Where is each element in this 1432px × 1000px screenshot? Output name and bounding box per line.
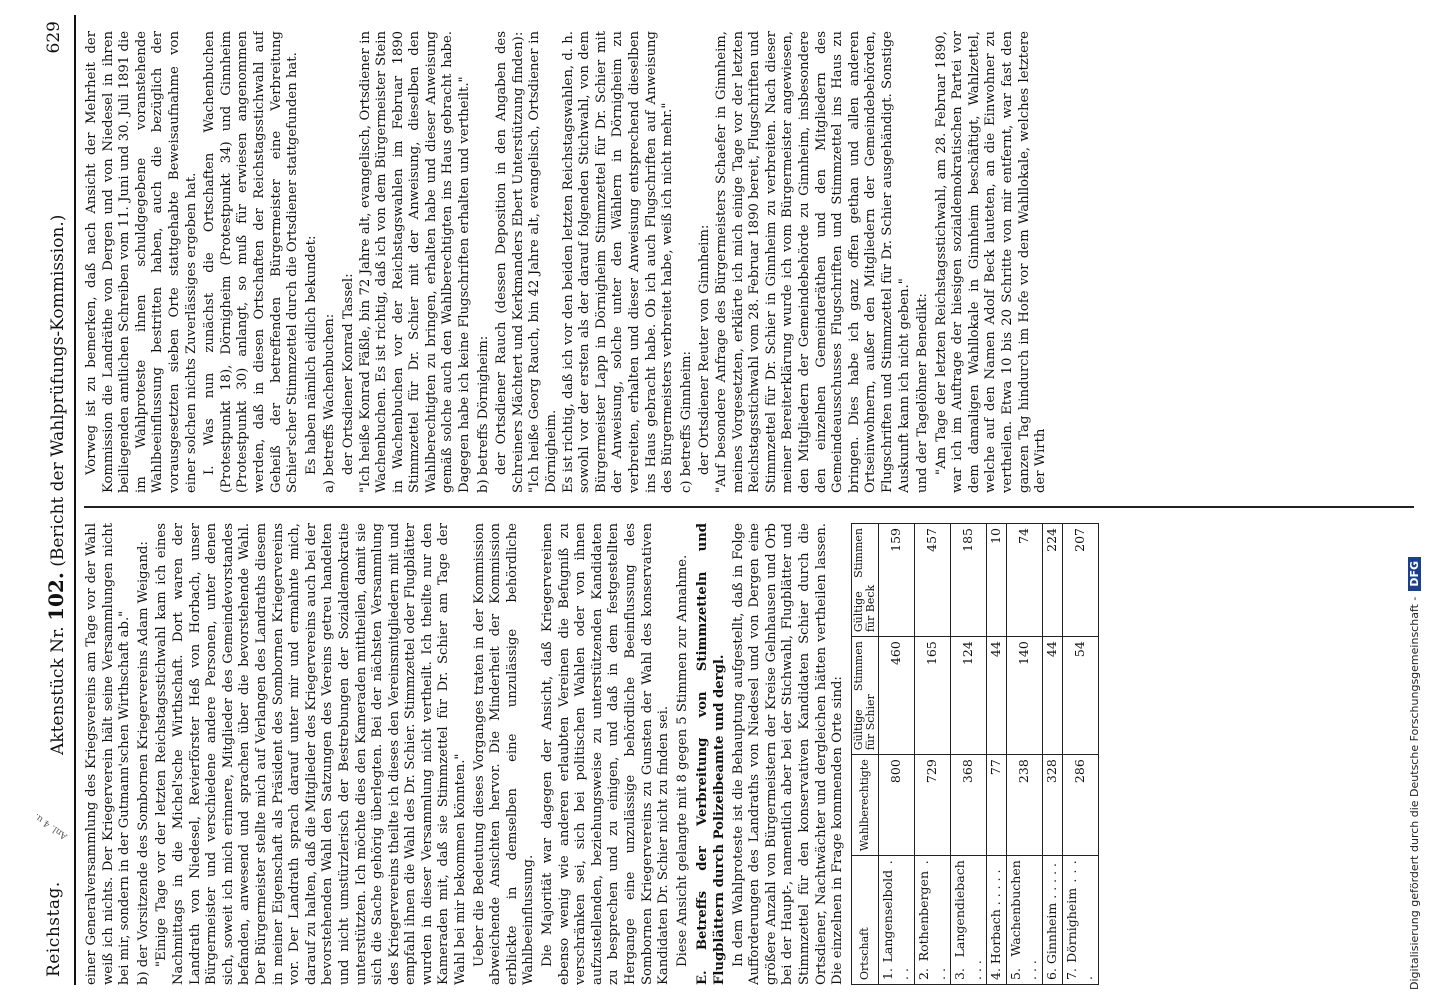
header-center-suffix: (Bericht der Wahlprüfungs-Kommission.) (48, 214, 68, 567)
table-cell: 224 (1043, 524, 1063, 637)
table-cell: 238 (1006, 755, 1042, 856)
left-column (84, 523, 1414, 985)
table-cell: 6. Ginnheim . . . . . (1043, 856, 1063, 985)
header-rule (74, 15, 76, 985)
table-cell: 54 (1062, 637, 1098, 755)
header-center-number: 102. (44, 572, 68, 621)
table-cell: 1. Langenselbold . . . (878, 856, 914, 985)
side-attribution-text: Digitalisierung gefördert durch die Deutsche Forschungsgemeinschaft - (1408, 596, 1421, 990)
right-para-2: I. Was nun zunächst die Ortschaften Wachenbuchen (Protestpunkt 18), Dörnigheim (Protestpunkt 34) und Ginnheim (Protestpunkt 30) anlangt, so muß für erwiesen angenommen werden, daß in diesen Ortschaften der Reichstagsstichwahl auf Geheiß der betreffenden Bürgermeister eine Verbreitung Schier'scher Stimmzettel durch die Ortsdiener stattgefunden hat. (202, 31, 301, 493)
right-label-c: c) betreffs Ginnheim: (678, 351, 694, 493)
left-para-6: Diese Ansicht gelangte mit 8 gegen 5 Stimmen zur Annahme. (674, 554, 690, 967)
left-para-5: Die Majorität war dagegen der Ansicht, daß Kriegervereinen ebenso wenig wie anderen erlaubten Vereinen die Befugniß zu verschränken sei, sich bei politischen Wahlen oder von ihnen aufzustellenden, beziehungsweise zu unterstützenden Kandidaten zu besprechen und zu einigen, und daß in dem festgestellten Hergange eine unzulässige behördliche Beeinflussung des Sombornen Kriegervereins zu Gunsten der Wahl des konservativen Kandidaten Dr. Schier nicht zu finden sei. (540, 523, 672, 985)
table-header-cell: Gültige Stimmen für Beck (851, 524, 878, 637)
left-para-4: Ueber die Bedeutung dieses Vorganges traten in der Kommission abweichende Ansichten hervor. Die Minderheit der Kommission erblickte in demselben eine unzulässige behördliche Wahlbeeinflussung. (471, 523, 537, 985)
table-row (878, 524, 914, 985)
table-cell: 368 (951, 755, 987, 856)
table-header-cell: Wahlberechtigte (851, 755, 878, 856)
rotated-page (32, 15, 1420, 985)
left-label-b: b) der Vorsitzende des Sombornen Kriegervereins Adam Weigand: (135, 541, 151, 985)
table-row (1043, 524, 1063, 985)
table-cell: 286 (1062, 755, 1098, 856)
header-left: Reichstag. (44, 881, 64, 977)
right-column (84, 31, 1414, 493)
table-header-row (851, 524, 878, 985)
left-para-7: In dem Wahlproteste ist die Behauptung aufgestellt, daß in Folge Aufforderungen des Landraths von Niedesel und von Dergen eine größere Anzahl von Bürgermeistern der Kreise Gelnhausen und Orb bei der Haupt-, namentlich aber bei der Stichwahl, Flugblätter und Stimmzettel für den konservativen Kandidaten Schier durch die Ortsdiener, Nachtwächter und dergleichen hätten vertheilen lassen. Die einzelnen in Frage kommenden Orte sind: (730, 523, 846, 985)
page-number: 629 (44, 21, 64, 54)
right-text-d: "Am Tage der letzten Reichstagsstichwahl, am 28. Februar 1890, war ich im Auftrage der hiesigen sozialdemokratischen Partei vor dem damaligen Wahllokale in Ginnheim beschäftigt, Wahlzettel, welche auf den Namen Adolf Beck lauteten, an die Einwohner zu vertheilen. Etwa 10 bis 20 Schritte von mir entfernt, war fast den ganzen Tag hindurch im Hofe vor dem Wahllokale, welches letztere der Wirth (933, 31, 1049, 493)
table-cell: 729 (914, 755, 950, 856)
side-attribution (1408, 0, 1421, 990)
table-cell: 3. Langendiebach . . . (951, 856, 987, 985)
table-cell: 4. Horbach . . . . . (987, 856, 1007, 985)
header-center (44, 195, 68, 755)
table-row (914, 524, 950, 985)
right-label-d: und der Tagelöhner Benedikt: (915, 293, 931, 493)
table-cell: 185 (951, 524, 987, 637)
table-row (987, 524, 1007, 985)
header-center-prefix: Aktenstück Nr. (48, 626, 68, 755)
section-e-heading: E. Betreffs der Verbreitung von Stimmzetteln und Flugblättern durch Polizeibeamte und dergl. (695, 523, 727, 985)
right-para-3: Es haben nämlich eidlich bekundet: (303, 235, 319, 475)
column-divider (84, 506, 1414, 508)
table-cell: 800 (878, 755, 914, 856)
right-text-a: der Ortsdiener Konrad Tassel: "Ich heiße Konrad Fäßle, bin 72 Jahre alt, evangelisch, Ortsdiener in Wachenbuchen. Es ist richtig, daß ich von dem Bürgermeister Stein in Wachenbuchen vor der Reichstagswahlen im Februar 1890 Stimmzettel für Dr. Schier mit der Anweisung, dieselben den Wahlberechtigten zu bringen, erhalten habe und dieser Anweisung gemäß solche auch den Wahlberechtigten ins Haus gebracht habe. Dagegen habe ich keine Flugschriften erhalten und vertheilt." (340, 31, 473, 493)
table-cell: 159 (878, 524, 914, 637)
table-cell: 207 (1062, 524, 1098, 637)
right-label-b: b) betreffs Dörnigheim: (475, 335, 491, 493)
table-cell: 5. Wachenbuchen . . . (1006, 856, 1042, 985)
table-row (1062, 524, 1098, 985)
table-cell: 77 (987, 755, 1007, 856)
left-para-3: "Einige Tage vor der letzten Reichstagsstichwahl kam ich eines Nachmittags in die Michel'sche Wirthschaft. Dort waren der Landrath von Niedesel, Revierförster Heß von Horbach, unser Bürgermeister und verschiedene andere Personen, unter denen sich, soweit ich mich erinnere, Mitglieder des Gemeindevorstandes befanden, anwesend und sprachen über die bevorstehende Wahl. Der Bürgermeister stellte mich auf Verlangen des Landraths diesem in meiner Eigenschaft als Präsident des Sombornen Kriegervereins vor. Der Landrath sprach darauf unter mir und ermahnte mich, darauf zu halten, daß die Mitglieder des Kriegervereins auch bei der bevorstehenden Wahl den Satzungen des Vereins getreu handelten und nicht umstürzlerisch der Bestrebungen der Sozialdemokratie unterstützten. Ich möchte dies den Kameraden mittheilen, damit sie sich die Sache gehörig überlegten. Bei der nächsten Versammlung des Kriegervereins theilte ich dieses den Vereinsmitgliedern mit und empfahl ihnen die Wahl des Dr. Schier. Stimmzettel oder Flugblätter wurden in dieser Versammlung nicht vertheilt. Ich theilte nur den Kameraden mit, daß sie Stimmzettel für Dr. Schier am Tage der Wahl bei mir bekommen könnten." (154, 523, 469, 985)
left-para-1: einer Generalversammlung des Kriegsvereins am Tage vor der Wahl weiß ich nichts. Der Kriegerverein hält seine Versammlungen nicht bei mir, sondern in der Gutmann'schen Wirthschaft ab." (84, 523, 133, 985)
table-cell: 44 (1043, 637, 1063, 755)
table-cell: 328 (1043, 755, 1063, 856)
table-cell: 124 (951, 637, 987, 755)
table-cell: 140 (1006, 637, 1042, 755)
results-table (851, 523, 1099, 985)
table-header-cell: Ortschaft (851, 856, 878, 985)
table-header-cell: Gültige Stimmen für Schier (851, 637, 878, 755)
page-header (40, 15, 72, 985)
table-cell: 165 (914, 637, 950, 755)
right-para-1: Vorweg ist zu bemerken, daß nach Ansicht der Mehrheit der Kommission die Landräthe von Dergen und von Niedesel in ihren beiliegenden amtlichen Schreiben vom 11. Juni und 30. Juli 1891 die im Wahlproteste ihnen schuldgegebene voranstehende Wahlbeeinflussung bestritten haben, auch die bezüglich der vorausgesetzten sieben Orte stattgehabte Beweisaufnahme von einer solchen nichts Zuverlässiges ergeben hat. (84, 31, 199, 493)
table-cell: 10 (987, 524, 1007, 637)
right-text-b: der Ortsdiener Rauch (dessen Deposition in den Angaben des Schreiners Mächtert und Kerkmanders Ebert Unterstützung finden): "Ich heiße Georg Rauch, bin 42 Jahre alt, evangelisch, Ortsdiener in Dörnigheim. Es ist richtig, daß ich vor den beiden letzten Reichstagswahlen, d. h. sowohl vor der ersten als der darauf folgenden Stichwahl, von dem Bürgermeister Lapp in Dörnigheim Stimmzettel für Dr. Schier mit der Anweisung, solche unter den Wählern in Dörnigheim zu verbreiten, erhalten und dieser Anweisung entsprechend dieselben ins Haus gebracht habe. Ob ich auch Flugschriften auf Anweisung des Bürgermeisters verbreitet habe, weiß ich nicht mehr." (494, 31, 676, 493)
table-cell: 7. Dörnigheim . . . . (1062, 856, 1098, 985)
table-cell: 44 (987, 637, 1007, 755)
right-label-a: a) betreffs Wachenbuchen: (322, 313, 338, 493)
table-row (951, 524, 987, 985)
table-row (1006, 524, 1042, 985)
table-cell: 74 (1006, 524, 1042, 637)
right-text-c: der Ortsdiener Reuter von Ginnheim: "Auf besondere Anfrage des Bürgermeisters Schaefer in Ginnheim, meines Vorgesetzten, erklärte ich mich einige Tage vor der letzten Reichstagsstichwahl vom 28. Februar 1890 bereit, Flugschriften und Stimmzettel für Dr. Schier in Ginnheim zu verbreiten. Nach dieser meiner Bereiterklärung wurde ich vom Bürgermeister angewiesen, den Mitgliedern der Gemeindebehörde zu Ginnheim, insbesondere den einzelnen Gemeinderäthen und den Mitgliedern des Gemeindeausschusses Flugschriften und Stimmzettel ins Haus zu bringen. Dies habe ich ganz offen gethan und allen anderen Ortseinwohnern, außer den Mitgliedern der Gemeindebehörden, Flugschriften und Stimmzettel für Dr. Schier ausgehändigt. Sonstige Auskunft kann ich nicht geben." (697, 31, 912, 493)
table-cell: 460 (878, 637, 914, 755)
table-cell: 2. Rothenbergen . . . (914, 856, 950, 985)
dfg-logo: DFG (1408, 557, 1421, 591)
table-cell: 457 (914, 524, 950, 637)
archive-stamp: Anl. 4 u. (32, 810, 70, 841)
